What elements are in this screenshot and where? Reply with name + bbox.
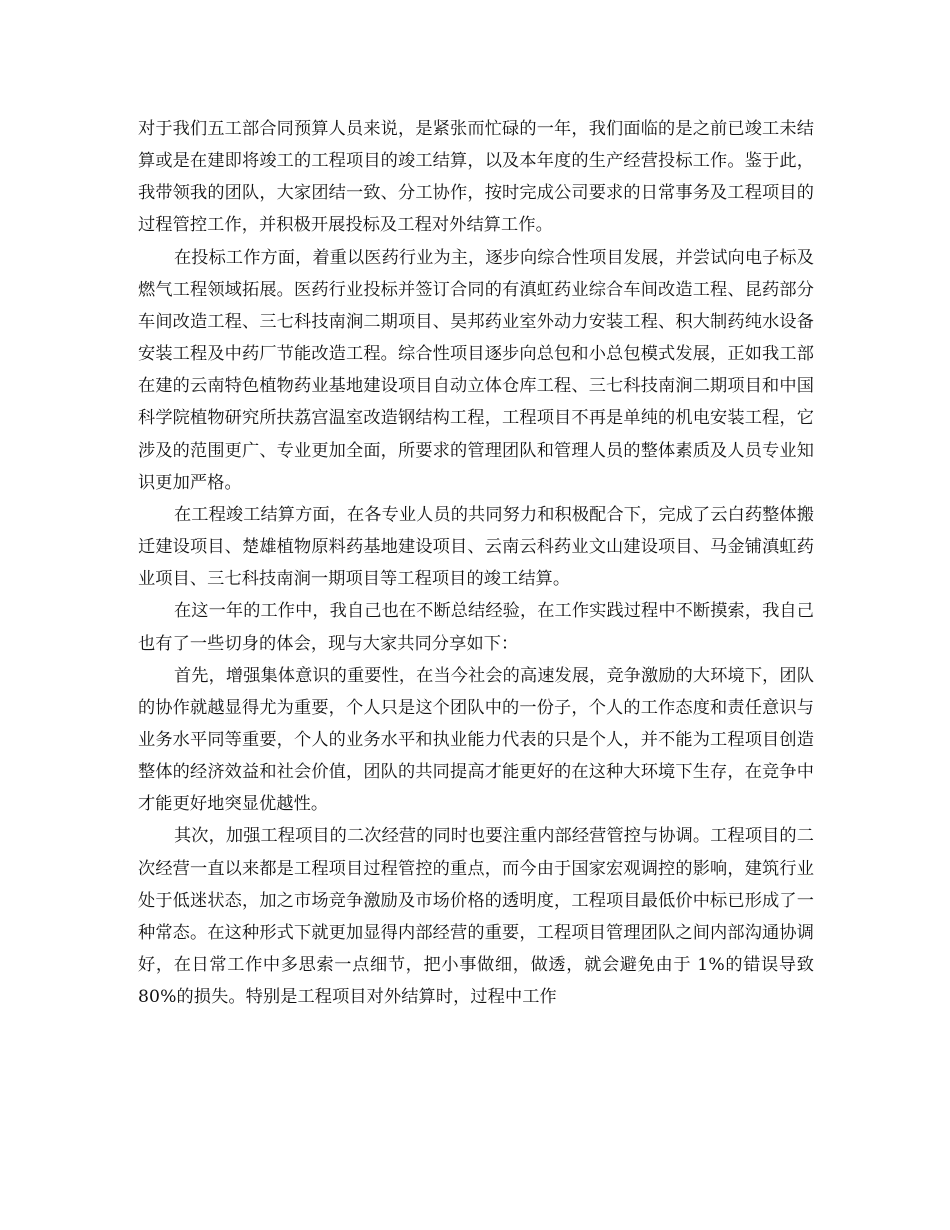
paragraph-2: 在投标工作方面，着重以医药行业为主，逐步向综合性项目发展，并尝试向电子标及燃气工程领域拓展。医药行业投标并签订合同的有滇虹药业综合车间改造工程、昆药部分车间改造工程、三七科技南涧二期项目、昊邦药业室外动力安装工程、积大制药纯水设备安装工程及中药厂节能改造工程。综合性项目逐步向总包和小总包模式发展，正如我工部在建的云南特色植物药业基地建设项目自动立体仓库工程、三七科技南涧二期项目和中国科学院植物研究所扶荔宫温室改造钢结构工程，工程项目不再是单纯的机电安装工程，它涉及的范围更广、专业更加全面，所要求的管理团队和管理人员的整体素质及人员专业知识更加严格。 bbox=[138, 247, 814, 493]
paragraph-5: 首先，增强集体意识的重要性，在当今社会的高速发展，竞争激励的大环境下，团队的协作就越显得尤为重要，个人只是这个团队中的一份子，个人的工作态度和责任意识与业务水平同等重要，个人的业务水平和执业能力代表的只是个人，并不能为工程项目创造整体的经济效益和社会价值，团队的共同提高才能更好的在这种大环境下生存，在竞争中才能更好地突显优越性。 bbox=[138, 665, 814, 815]
paragraph-6: 其次，加强工程项目的二次经营的同时也要注重内部经营管控与协调。工程项目的二次经营一直以来都是工程项目过程管控的重点，而今由于国家宏观调控的影响，建筑行业处于低迷状态，加之市场竞争激励及市场价格的透明度，工程项目最低价中标已形成了一种常态。在这种形式下就更加显得内部经营的重要，工程项目管理团队之间内部沟通协调好，在日常工作中多思索一点细节，把小事做细，做透，就会避免由于 1%的错误导致 80%的损失。特别是工程项目对外结算时，过程中工作 bbox=[138, 826, 814, 1008]
paragraph-1: 对于我们五工部合同预算人员来说，是紧张而忙碌的一年，我们面临的是之前已竣工未结算或是在建即将竣工的工程项目的竣工结算，以及本年度的生产经营投标工作。鉴于此，我带领我的团队，大家团结一致、分工协作，按时完成公司要求的日常事务及工程项目的过程管控工作，并积极开展投标及工程对外结算工作。 bbox=[138, 119, 814, 236]
paragraph-4: 在这一年的工作中，我自己也在不断总结经验，在工作实践过程中不断摸索，我自己也有了一些切身的体会，现与大家共同分享如下： bbox=[138, 601, 814, 654]
document-body bbox=[138, 113, 814, 1013]
paragraph-3: 在工程竣工结算方面，在各专业人员的共同努力和积极配合下，完成了云白药整体搬迁建设项目、楚雄植物原料药基地建设项目、云南云科药业文山建设项目、马金铺滇虹药业项目、三七科技南涧一期项目等工程项目的竣工结算。 bbox=[138, 504, 814, 590]
